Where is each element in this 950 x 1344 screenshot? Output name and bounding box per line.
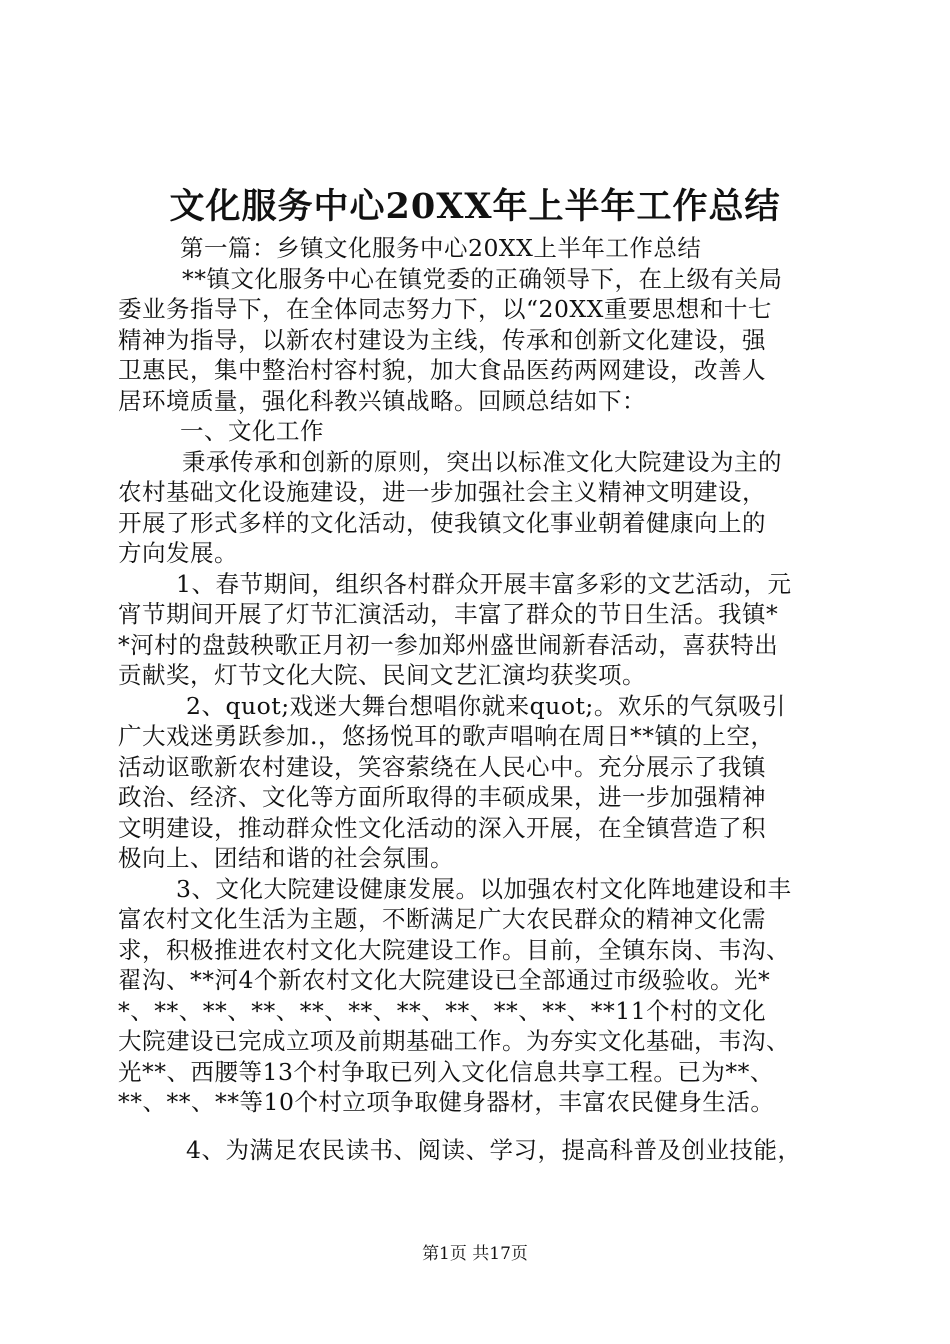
paragraph-line: 秉承传承和创新的原则，突出以标准文化大院建设为主的 (182, 447, 782, 476)
paragraph-line: 极向上、团结和谐的社会氛围。 (118, 844, 454, 872)
paragraph-line: 农村基础文化设施建设，进一步加强社会主义精神文明建设， (118, 478, 766, 506)
document-body (118, 233, 836, 1165)
subsection-heading: 一、文化工作 (180, 417, 324, 445)
paragraph-line: 居环境质量，强化科教兴镇战略。回顾总结如下： (118, 386, 646, 415)
paragraph-line: **、**、**等10个村立项争取健身器材，丰富农民健身生活。 (118, 1088, 775, 1116)
document-title: 文化服务中心20XX年上半年工作总结 (169, 186, 781, 227)
paragraph-line: 文明建设，推动群众性文化活动的深入开展，在全镇营造了积 (118, 813, 766, 842)
paragraph-line: 卫惠民，集中整治村容村貌，加大食品医药两网建设，改善人 (118, 356, 766, 384)
paragraph-line: 光**、西腰等13个村争取已列入文化信息共享工程。已为**、 (118, 1057, 774, 1086)
paragraph-line: 宵节期间开展了灯节汇演活动，丰富了群众的节日生活。我镇* (118, 600, 779, 628)
paragraph-line: 委业务指导下，在全体同志努力下，以“20XX重要思想和十七 (118, 295, 772, 323)
paragraph-line: 贡献奖，灯节文化大院、民间文艺汇演均获奖项。 (118, 661, 646, 689)
paragraph-line: 开展了形式多样的文化活动，使我镇文化事业朝着健康向上的 (118, 508, 766, 537)
paragraph-line: 精神为指导，以新农村建设为主线，传承和创新文化建设，强 (118, 325, 766, 354)
paragraph-line: 求，积极推进农村文化大院建设工作。目前，全镇东岗、韦沟、 (118, 935, 790, 964)
paragraph-line: 方向发展。 (118, 539, 238, 567)
section-heading: 第一篇：乡镇文化服务中心20XX上半年工作总结 (180, 234, 702, 262)
paragraph-line: **镇文化服务中心在镇党委的正确领导下，在上级有关局 (182, 264, 783, 293)
paragraph-line: 1、春节期间，组织各村群众开展丰富多彩的文艺活动，元 (176, 569, 792, 598)
paragraph-line: 4、为满足农民读书、阅读、学习，提高科普及创业技能， (186, 1135, 802, 1164)
paragraph-line: 翟沟、**河4个新农村文化大院建设已全部通过市级验收。光* (118, 966, 771, 994)
page-footer: 第1页 共17页 (422, 1244, 528, 1264)
paragraph-line: 活动讴歌新农村建设，笑容萦绕在人民心中。充分展示了我镇 (118, 752, 766, 781)
paragraph-line: 大院建设已完成立项及前期基础工作。为夯实文化基础，韦沟、 (118, 1027, 790, 1055)
paragraph-line: *、**、**、**、**、**、**、**、**、**、**11个村的文化 (118, 996, 767, 1025)
paragraph-line: 政治、经济、文化等方面所取得的丰硕成果，进一步加强精神 (118, 783, 766, 811)
paragraph-gap (118, 1118, 836, 1135)
paragraph-line: 3、文化大院建设健康发展。以加强农村文化阵地建设和丰 (176, 874, 792, 903)
paragraph-line: 富农村文化生活为主题，不断满足广大农民群众的精神文化需 (118, 905, 766, 933)
paragraph-line: *河村的盘鼓秧歌正月初一参加郑州盛世闹新春活动，喜获特出 (118, 630, 779, 659)
paragraph-line: 2、quot;戏迷大舞台想唱你就来quot;。欢乐的气氛吸引 (186, 691, 786, 720)
paragraph-line: 广大戏迷勇跃参加.，悠扬悦耳的歌声唱响在周日**镇的上空， (118, 722, 775, 750)
